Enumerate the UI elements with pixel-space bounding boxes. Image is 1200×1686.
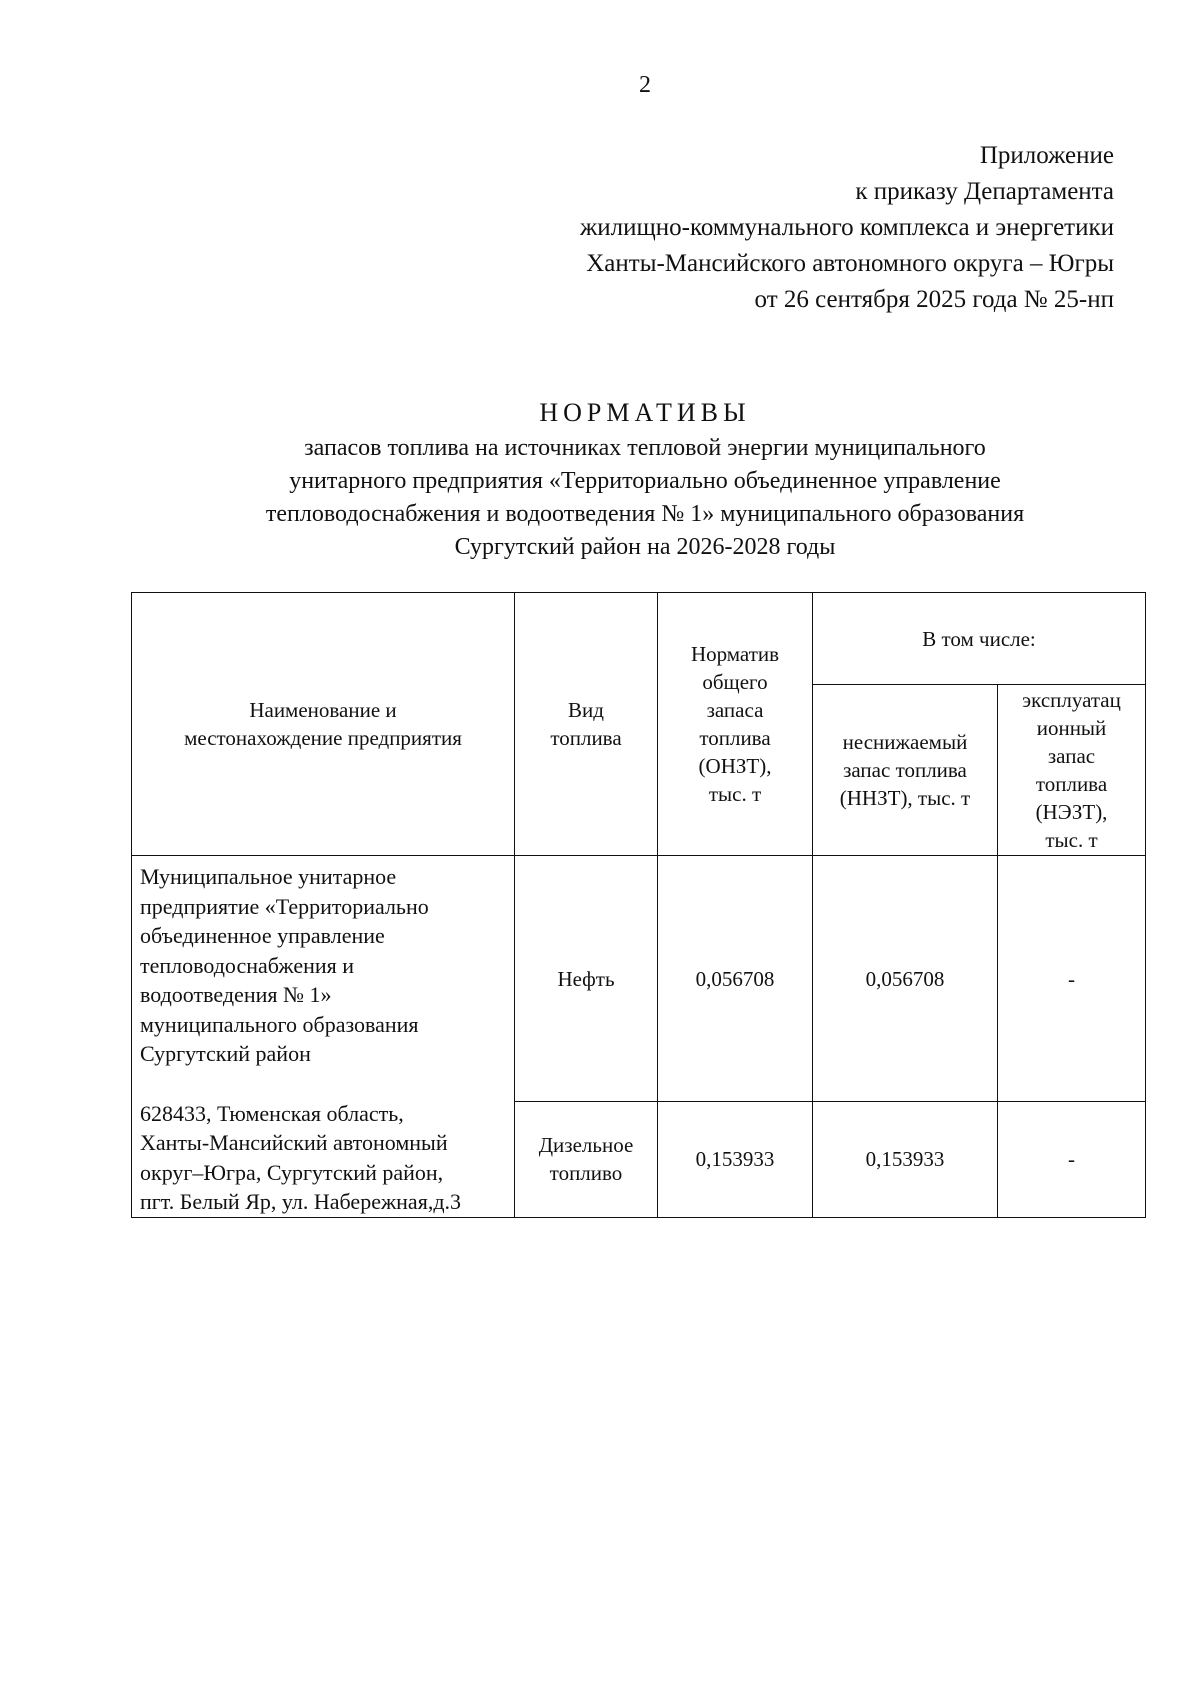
- cell-total: 0,056708: [658, 856, 813, 1102]
- header-nnzt: неснижаемый запас топлива (ННЗТ), тыс. т: [813, 685, 998, 856]
- header-total-norm: Норматив общего запаса топлива (ОНЗТ), тыс. т: [658, 593, 813, 856]
- page-number: 2: [639, 72, 651, 98]
- table-header-row: [132, 593, 1146, 685]
- enterprise-address: 628433, Тюменская область, Ханты-Мансийский автономный округ–Югра, Сургутский район, пгт. Белый Яр, ул. Набережная,д.3: [140, 1100, 462, 1214]
- subtitle-line: унитарного предприятия «Территориально объединенное управление: [289, 468, 1001, 494]
- cell-nnzt: 0,153933: [813, 1102, 998, 1217]
- appendix-line: от 26 сентября 2025 года № 25-нп: [754, 286, 1114, 313]
- cell-nezt: -: [998, 1102, 1146, 1217]
- appendix-line: к приказу Департамента: [855, 178, 1114, 205]
- appendix-block: [314, 138, 1114, 318]
- subtitle-line: тепловодоснабжения и водоотведения № 1» муниципального образования: [265, 501, 1025, 527]
- cell-total: 0,153933: [658, 1102, 813, 1217]
- subtitle-line: Сургутский район на 2026-2028 годы: [454, 534, 836, 560]
- cell-fuel-type: Нефть: [515, 856, 658, 1102]
- subtitle-line: запасов топлива на источниках тепловой энергии муниципального: [304, 435, 986, 461]
- cell-nezt: -: [998, 856, 1146, 1102]
- fuel-norms-table: [131, 592, 1146, 1218]
- header-nezt: эксплуатац ионный запас топлива (НЭЗТ), тыс. т: [998, 685, 1146, 856]
- cell-fuel-type: Дизельное топливо: [515, 1102, 658, 1217]
- document-title: НОРМАТИВЫ: [539, 398, 751, 427]
- appendix-line: Ханты-Мансийского автономного округа – Югры: [586, 250, 1114, 277]
- header-fuel-type: Вид топлива: [515, 593, 658, 856]
- header-including: В том числе:: [813, 593, 1146, 685]
- appendix-line: Приложение: [979, 142, 1114, 169]
- header-name: Наименование и местонахождение предприятия: [132, 593, 515, 856]
- appendix-line: жилищно-коммунального комплекса и энергетики: [580, 214, 1114, 241]
- document-subtitle: [0, 432, 1200, 564]
- table-row: [132, 856, 1146, 1102]
- cell-nnzt: 0,056708: [813, 856, 998, 1102]
- enterprise-cell: [132, 856, 515, 1218]
- enterprise-name: Муниципальное унитарное предприятие «Территориально объединенное управление тепловодоснабжения и водоотведения № 1» муниципального образования Сургутский район: [140, 864, 429, 1066]
